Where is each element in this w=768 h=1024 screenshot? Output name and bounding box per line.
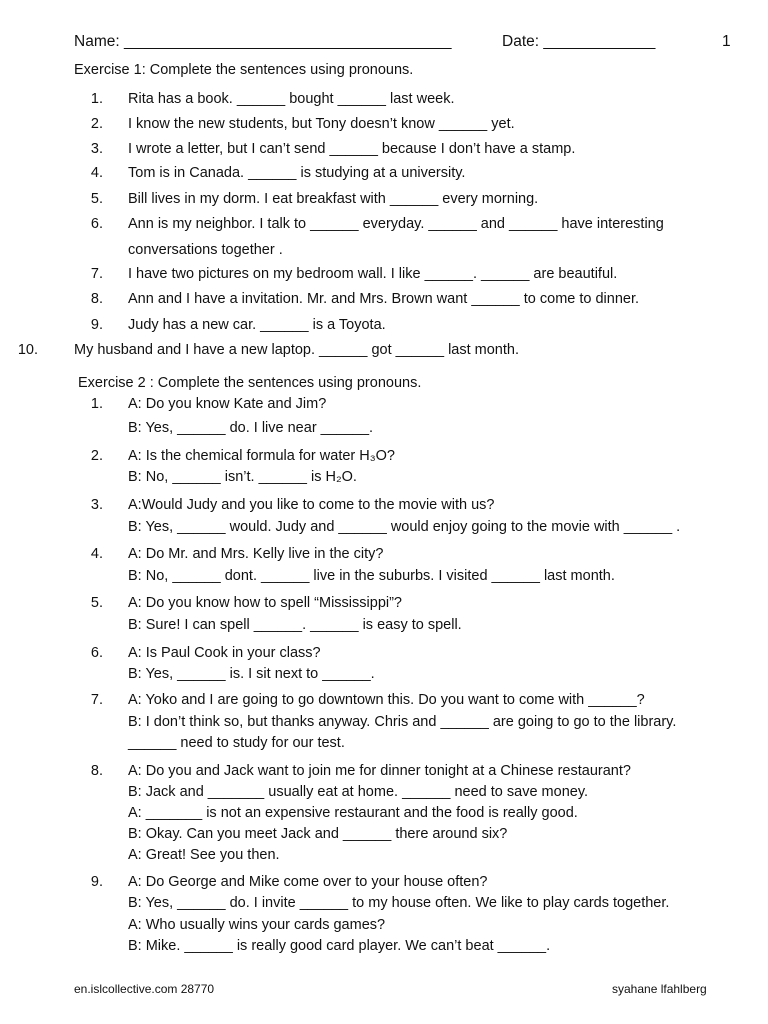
item-text-line: conversations together . <box>128 242 283 258</box>
item-text-line: B: Yes, ______ do. I invite ______ to my house often. We like to play cards together. <box>128 895 670 912</box>
item-text-line: A: Do George and Mike come over to your house often? <box>128 874 488 890</box>
item-text-line: B: Yes, ______ is. I sit next to ______. <box>128 666 375 682</box>
date-field-line: Date: _____________ <box>502 33 656 50</box>
item-text-line: A: Great! See you then. <box>128 847 280 863</box>
item-text-line: I have two pictures on my bedroom wall. I like ______. ______ are beautiful. <box>128 266 618 282</box>
item-text-line: Bill lives in my dorm. I eat breakfast with ______ every morning. <box>128 191 539 207</box>
item-number: 8. <box>90 291 103 307</box>
item-text-line: Ann and I have a invitation. Mr. and Mrs. Brown want ______ to come to dinner. <box>128 291 640 307</box>
item-number: 3. <box>90 497 103 513</box>
item-text-line: I wrote a letter, but I can’t send ______ because I don’t have a stamp. <box>128 141 576 157</box>
item-text-line: B: No, ______ dont. ______ live in the suburbs. I visited ______ last month. <box>128 568 615 584</box>
item-number: 10. <box>17 342 38 358</box>
item-text-line: A: Is Paul Cook in your class? <box>128 645 321 661</box>
item-number: 6. <box>90 216 103 232</box>
item-number: 4. <box>90 165 103 181</box>
page-number: 1 <box>722 33 731 50</box>
item-number: 1. <box>90 396 103 412</box>
item-text-line: Judy has a new car. ______ is a Toyota. <box>128 317 386 333</box>
item-text-line: B: Mike. ______ is really good card player. We can’t beat ______. <box>128 937 551 954</box>
item-number: 2. <box>90 448 103 464</box>
item-text-line: Tom is in Canada. ______ is studying at a university. <box>128 165 466 181</box>
item-text-line: B: Okay. Can you meet Jack and ______ there around six? <box>128 826 508 842</box>
item-text-line: Rita has a book. ______ bought ______ last week. <box>128 91 455 107</box>
item-number: 2. <box>90 116 103 132</box>
item-text-line: A: Do Mr. and Mrs. Kelly live in the city? <box>128 546 384 562</box>
item-number: 4. <box>90 546 103 562</box>
item-text-line: A: Is the chemical formula for water H₃O? <box>128 448 395 464</box>
item-text-line: I know the new students, but Tony doesn’t know ______ yet. <box>128 116 515 132</box>
item-number: 5. <box>90 595 103 611</box>
item-text-line: B: Yes, ______ do. I live near ______. <box>128 420 374 436</box>
item-number: 9. <box>90 317 103 333</box>
item-number: 3. <box>90 141 103 157</box>
item-text-line: A:Would Judy and you like to come to the movie with us? <box>128 497 495 513</box>
item-text-line: A: Yoko and I are going to go downtown this. Do you want to come with ______? <box>128 692 645 708</box>
exercise1-title: Exercise 1: Complete the sentences using pronouns. <box>74 62 414 78</box>
item-number: 6. <box>90 645 103 661</box>
item-text-line: A: Do you know how to spell “Mississippi”? <box>128 595 402 611</box>
footer-source: en.islcollective.com 28770 <box>74 982 215 996</box>
item-text-line: B: Yes, ______ would. Judy and ______ would enjoy going to the movie with ______ . <box>128 519 681 535</box>
item-text-line: ______ need to study for our test. <box>128 735 345 751</box>
name-field-line: Name: ______________________________________ <box>74 33 452 50</box>
item-text-line: A: Do you and Jack want to join me for dinner tonight at a Chinese restaurant? <box>128 763 631 779</box>
item-number: 5. <box>90 191 103 207</box>
item-text-line: B: No, ______ isn’t. ______ is H₂O. <box>128 469 357 485</box>
item-text-line: B: I don’t think so, but thanks anyway. Chris and ______ are going to go to the library. <box>128 713 677 730</box>
item-text-line: Ann is my neighbor. I talk to ______ everyday. ______ and ______ have interesting <box>128 216 664 232</box>
footer-author: syahane lfahlberg <box>612 982 707 996</box>
item-text-line: My husband and I have a new laptop. ______ got ______ last month. <box>74 342 519 358</box>
item-number: 7. <box>90 692 103 708</box>
item-text-line: A: _______ is not an expensive restaurant and the food is really good. <box>128 805 578 821</box>
exercise2-title: Exercise 2 : Complete the sentences using pronouns. <box>78 375 422 391</box>
item-number: 1. <box>90 91 103 107</box>
item-number: 8. <box>90 763 103 779</box>
item-text-line: A: Who usually wins your cards games? <box>128 916 386 933</box>
item-text-line: B: Jack and _______ usually eat at home. ______ need to save money. <box>128 784 589 800</box>
item-number: 7. <box>90 266 103 282</box>
item-number: 9. <box>90 874 103 890</box>
item-text-line: B: Sure! I can spell ______. ______ is easy to spell. <box>128 617 462 633</box>
item-text-line: A: Do you know Kate and Jim? <box>128 396 327 412</box>
